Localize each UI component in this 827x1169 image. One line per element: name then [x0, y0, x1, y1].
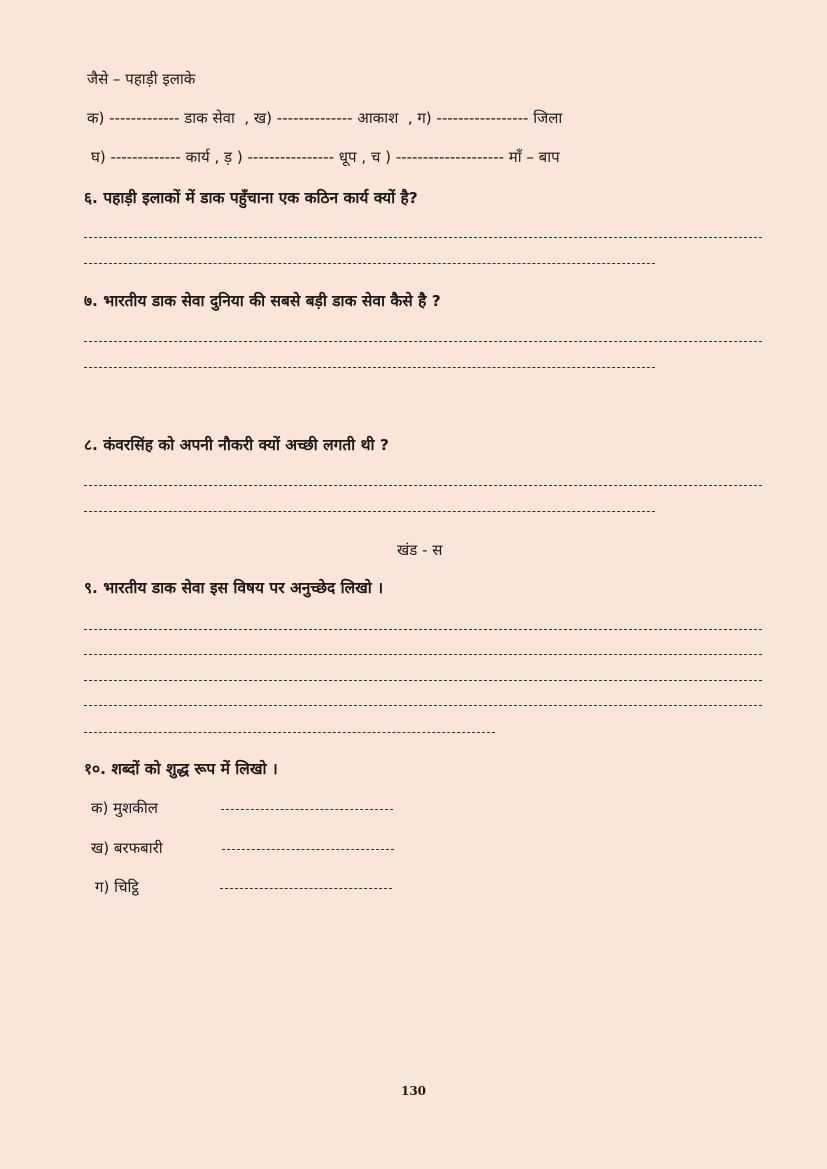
example-label: जैसे – पहाड़ी इलाके [87, 70, 196, 88]
q10-item-1: क) मुशकील [91, 799, 158, 817]
answer-line [84, 511, 655, 512]
answer-line [84, 485, 762, 486]
answer-line [84, 263, 655, 264]
answer-line [84, 732, 495, 733]
example-line-1: क) ------------- डाक सेवा , ख) -------------- आकाश , ग) ----------------- जिला [87, 109, 563, 127]
question-9: ९. भारतीय डाक सेवा इस विषय पर अनुच्छेद लिखो । [84, 579, 384, 597]
section-heading: खंड - स [397, 541, 443, 559]
answer-line [84, 341, 762, 342]
question-8: ८. कंवरसिंह को अपनी नौकरी क्यों अच्छी लगती थी ? [84, 436, 389, 454]
q10-item-3: ग) चिट्ठि [95, 878, 139, 896]
question-10: १०. शब्दों को शुद्ध रूप में लिखो । [84, 760, 278, 778]
answer-line [84, 629, 762, 630]
answer-line [84, 705, 762, 706]
question-6: ६. पहाड़ी इलाकों में डाक पहुँचाना एक कठिन कार्य क्यों है? [84, 189, 418, 207]
q10-item-2: ख) बरफबारी [91, 839, 163, 857]
example-line-2: घ) ------------- कार्य , ड़ ) ---------------- धूप , च ) -------------------- माँ – बाप [91, 148, 560, 166]
answer-blank [221, 809, 393, 810]
answer-line [84, 367, 655, 368]
answer-line [84, 680, 762, 681]
answer-line [84, 237, 762, 238]
answer-line [84, 654, 762, 655]
answer-blank [220, 888, 392, 889]
answer-blank [222, 849, 394, 850]
question-7: ७. भारतीय डाक सेवा दुनिया की सबसे बड़ी डाक सेवा कैसे है ? [84, 292, 441, 310]
page-number: 130 [400, 1084, 427, 1098]
